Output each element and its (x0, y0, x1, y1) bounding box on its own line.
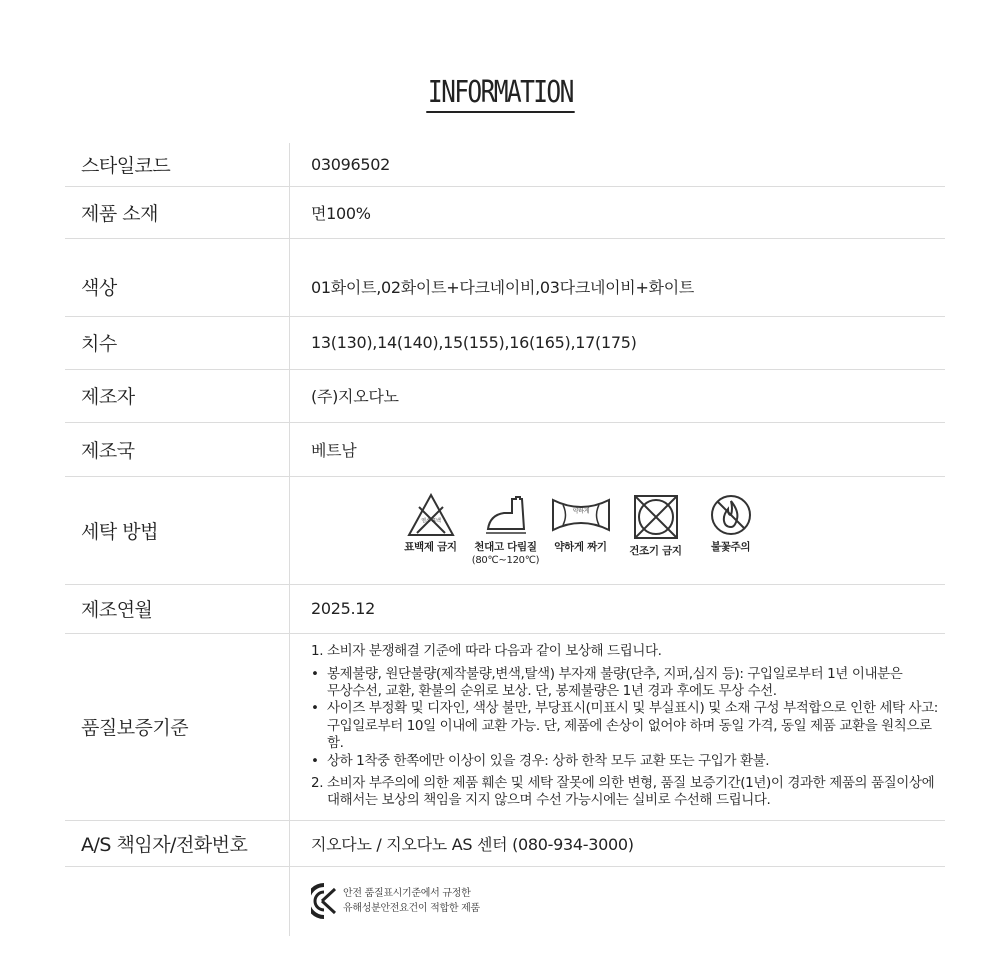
row-maker (65, 369, 945, 422)
quality-p2: 2. 소비자 부주의에 의한 제품 훼손 및 세탁 잘못에 의한 변형, 품질 보증기간(1년)이 경과한 제품의 품질이상에 대해서는 보상의 책임을 지지 않으며 수선 가능시에는 실비로 수선해 드립니다. (311, 775, 935, 809)
no-bleach-label: 표백제 금지 (404, 541, 457, 553)
material-value: 면100% (290, 186, 946, 238)
flammable-label: 불꽃주의 (710, 541, 751, 553)
row-size (65, 316, 945, 369)
wring-inner-text: 약하게 (572, 508, 589, 515)
no-bleach-icon (407, 493, 455, 537)
gentle-wring-icon (550, 493, 612, 537)
row-style-code (65, 143, 945, 186)
washing-label: 세탁 방법 (65, 476, 290, 584)
kc-certification-icon (311, 883, 337, 919)
style-code-value: 03096502 (290, 143, 946, 186)
country-value: 베트남 (290, 422, 946, 476)
iron-label: 천대고 다림질 (474, 541, 537, 553)
maker-value: (주)지오다노 (290, 369, 946, 422)
date-value: 2025.12 (290, 584, 946, 633)
product-info-table (65, 143, 945, 936)
color-label: 색상 (65, 238, 290, 316)
iron-temp: (80℃~120℃) (471, 555, 540, 566)
flammable-icon (707, 493, 755, 537)
wring-label: 약하게 짜기 (554, 541, 607, 553)
care-no-dryer (618, 493, 693, 567)
size-label: 치수 (65, 316, 290, 369)
no-bleach-inner-text: 염소 표백 (420, 518, 441, 524)
care-no-bleach (393, 493, 468, 567)
row-country (65, 422, 945, 476)
as-value: 지오다노 / 지오다노 AS 센터 (080-934-3000) (290, 820, 946, 866)
quality-value (290, 633, 946, 820)
information-title: INFORMATION (426, 76, 574, 113)
row-color (65, 238, 945, 316)
country-label: 제조국 (65, 422, 290, 476)
kc-text: 안전 품질표시기준에서 규정한 유해성분안전요건이 적합한 제품 (343, 888, 480, 915)
maker-label: 제조자 (65, 369, 290, 422)
row-quality (65, 633, 945, 820)
material-label: 제품 소재 (65, 186, 290, 238)
row-washing (65, 476, 945, 584)
color-value: 01화이트,02화이트+다크네이비,03다크네이비+화이트 (290, 238, 946, 316)
quality-text (311, 643, 945, 810)
quality-bullet-1: • 봉제불량, 원단불량(제작불량,변색,탈색) 부자재 불량(단추, 지퍼,심지 등): 구입일로부터 1년 이내분은 무상수선, 교환, 환불의 순위로 보상. 단, 봉제불량은 1년 경과 후에도 무상 수선. (311, 665, 903, 699)
iron-icon (482, 493, 530, 537)
no-tumble-dry-icon (632, 493, 680, 541)
row-as (65, 820, 945, 866)
row-kc (65, 866, 945, 936)
washing-value (290, 476, 946, 584)
size-value: 13(130),14(140),15(155),16(165),17(175) (290, 316, 946, 369)
quality-p1: 1. 소비자 분쟁해결 기준에 따라 다음과 같이 보상해 드립니다. (311, 643, 662, 660)
row-material (65, 186, 945, 238)
kc-label-cell (65, 866, 290, 936)
care-flammable (693, 493, 768, 567)
style-code-label: 스타일코드 (65, 143, 290, 186)
quality-bullet-2: • 사이즈 부정확 및 디자인, 색상 불만, 부당표시(미표시 및 부실표시) 및 소재 구성 부적합으로 인한 세탁 사고: 구입일로부터 10일 이내에 교환 가능. 단, 제품에 손상이 없어야 하며 동일 가격, 동일 제품 교환을 원칙으로 함. (311, 700, 938, 752)
row-date (65, 584, 945, 633)
no-dryer-label: 건조기 금지 (629, 545, 682, 557)
care-iron (468, 493, 543, 567)
information-heading-wrap (0, 76, 1000, 113)
as-label: A/S 책임자/전화번호 (65, 820, 290, 866)
quality-bullet-3: • 상하 1착중 한쪽에만 이상이 있을 경우: 상하 한착 모두 교환 또는 구입가 환불. (311, 752, 770, 769)
kc-mark (311, 883, 945, 919)
care-icons (393, 493, 945, 567)
date-label: 제조연월 (65, 584, 290, 633)
quality-label: 품질보증기준 (65, 633, 290, 820)
kc-value (290, 866, 946, 936)
care-wring (543, 493, 618, 567)
